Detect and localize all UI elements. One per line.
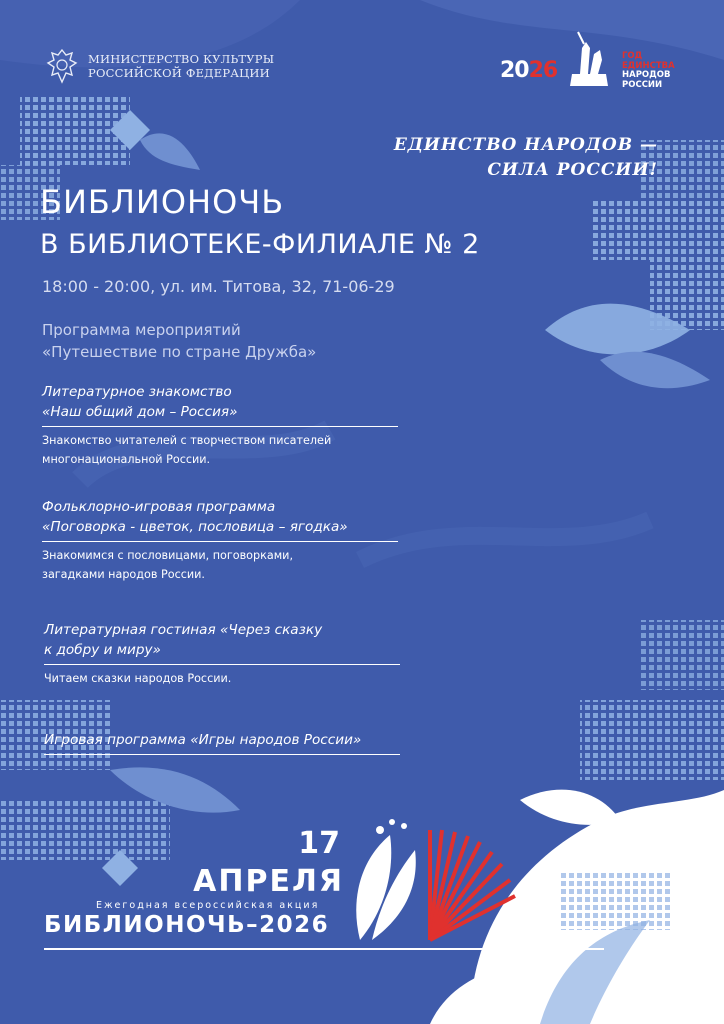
ministry-line-1: МИНИСТЕРСТВО КУЛЬТУРЫ	[88, 52, 275, 66]
monument-icon	[560, 30, 618, 88]
coat-of-arms-icon	[44, 47, 80, 85]
event-desc-line-2: многонациональной России.	[42, 453, 211, 466]
footer-divider	[44, 948, 604, 950]
event-title-line-2: «Поговорка - цветок, пословица – ягодка»	[42, 519, 348, 535]
event-description	[44, 669, 400, 688]
event-desc-line-1: Читаем сказки народов России.	[44, 672, 232, 685]
folk-flower-emblem	[356, 819, 416, 940]
event-title	[42, 382, 398, 427]
event-item	[42, 497, 398, 584]
year-slogan-line-1: ГОД	[622, 51, 643, 61]
program-line-1: Программа мероприятий	[42, 321, 241, 339]
event-title	[42, 497, 398, 542]
event-title-line-1: Игровая программа «Игры народов России»	[44, 732, 362, 748]
event-title-line-1: Литературная гостиная «Через сказку	[44, 622, 323, 638]
event-item	[44, 730, 400, 755]
event-title-line-1: Литературное знакомство	[42, 384, 232, 400]
event-description	[42, 431, 398, 469]
page-subtitle: В БИБЛИОТЕКЕ-ФИЛИАЛЕ № 2	[40, 229, 480, 260]
ministry-header	[44, 47, 274, 85]
slogan-line-1: ЕДИНСТВО НАРОДОВ —	[393, 135, 658, 155]
event-description	[42, 546, 398, 584]
ornament-right-bottom	[580, 620, 724, 780]
event-day: 17	[298, 826, 340, 861]
event-title	[44, 620, 400, 665]
event-title-line-2: к добру и миру»	[44, 642, 161, 658]
slogan-line-2: СИЛА РОССИИ!	[487, 160, 658, 180]
year-slogan-line-3: НАРОДОВ	[622, 70, 671, 80]
year-part-b: 26	[528, 58, 558, 83]
annual-campaign-label: Ежегодная всероссийская акция	[96, 900, 320, 911]
event-month: АПРЕЛЯ	[193, 864, 344, 899]
year-number	[500, 58, 557, 83]
event-title	[44, 730, 400, 755]
event-item	[42, 382, 398, 469]
event-details: 18:00 - 20:00, ул. им. Титова, 32, 71-06-29	[42, 277, 395, 296]
slogan	[394, 133, 658, 183]
program-heading	[42, 319, 316, 363]
event-desc-line-2: загадками народов России.	[42, 568, 205, 581]
campaign-name: БИБЛИОНОЧЬ–2026	[44, 912, 330, 938]
ornament-left-bottom	[0, 700, 240, 886]
year-slogan-line-2: ЕДИНСТВА	[622, 60, 675, 71]
program-line-2: «Путешествие по стране Дружба»	[42, 343, 317, 361]
event-desc-line-1: Знакомство читателей с творчеством писателей	[42, 434, 332, 447]
year-slogan-line-4: РОССИИ	[622, 79, 663, 90]
year-slogan	[622, 52, 675, 90]
event-item	[44, 620, 400, 688]
event-title-line-1: Фольклорно-игровая программа	[42, 499, 276, 515]
page-title: БИБЛИОНОЧЬ	[40, 183, 285, 221]
event-desc-line-1: Знакомимся с пословицами, поговорками,	[42, 549, 294, 562]
year-part-a: 20	[500, 58, 529, 83]
ministry-line-2: РОССИЙСКОЙ ФЕДЕРАЦИИ	[88, 66, 270, 80]
year-of-unity-logo	[498, 30, 684, 98]
event-title-line-2: «Наш общий дом – Россия»	[42, 404, 238, 420]
